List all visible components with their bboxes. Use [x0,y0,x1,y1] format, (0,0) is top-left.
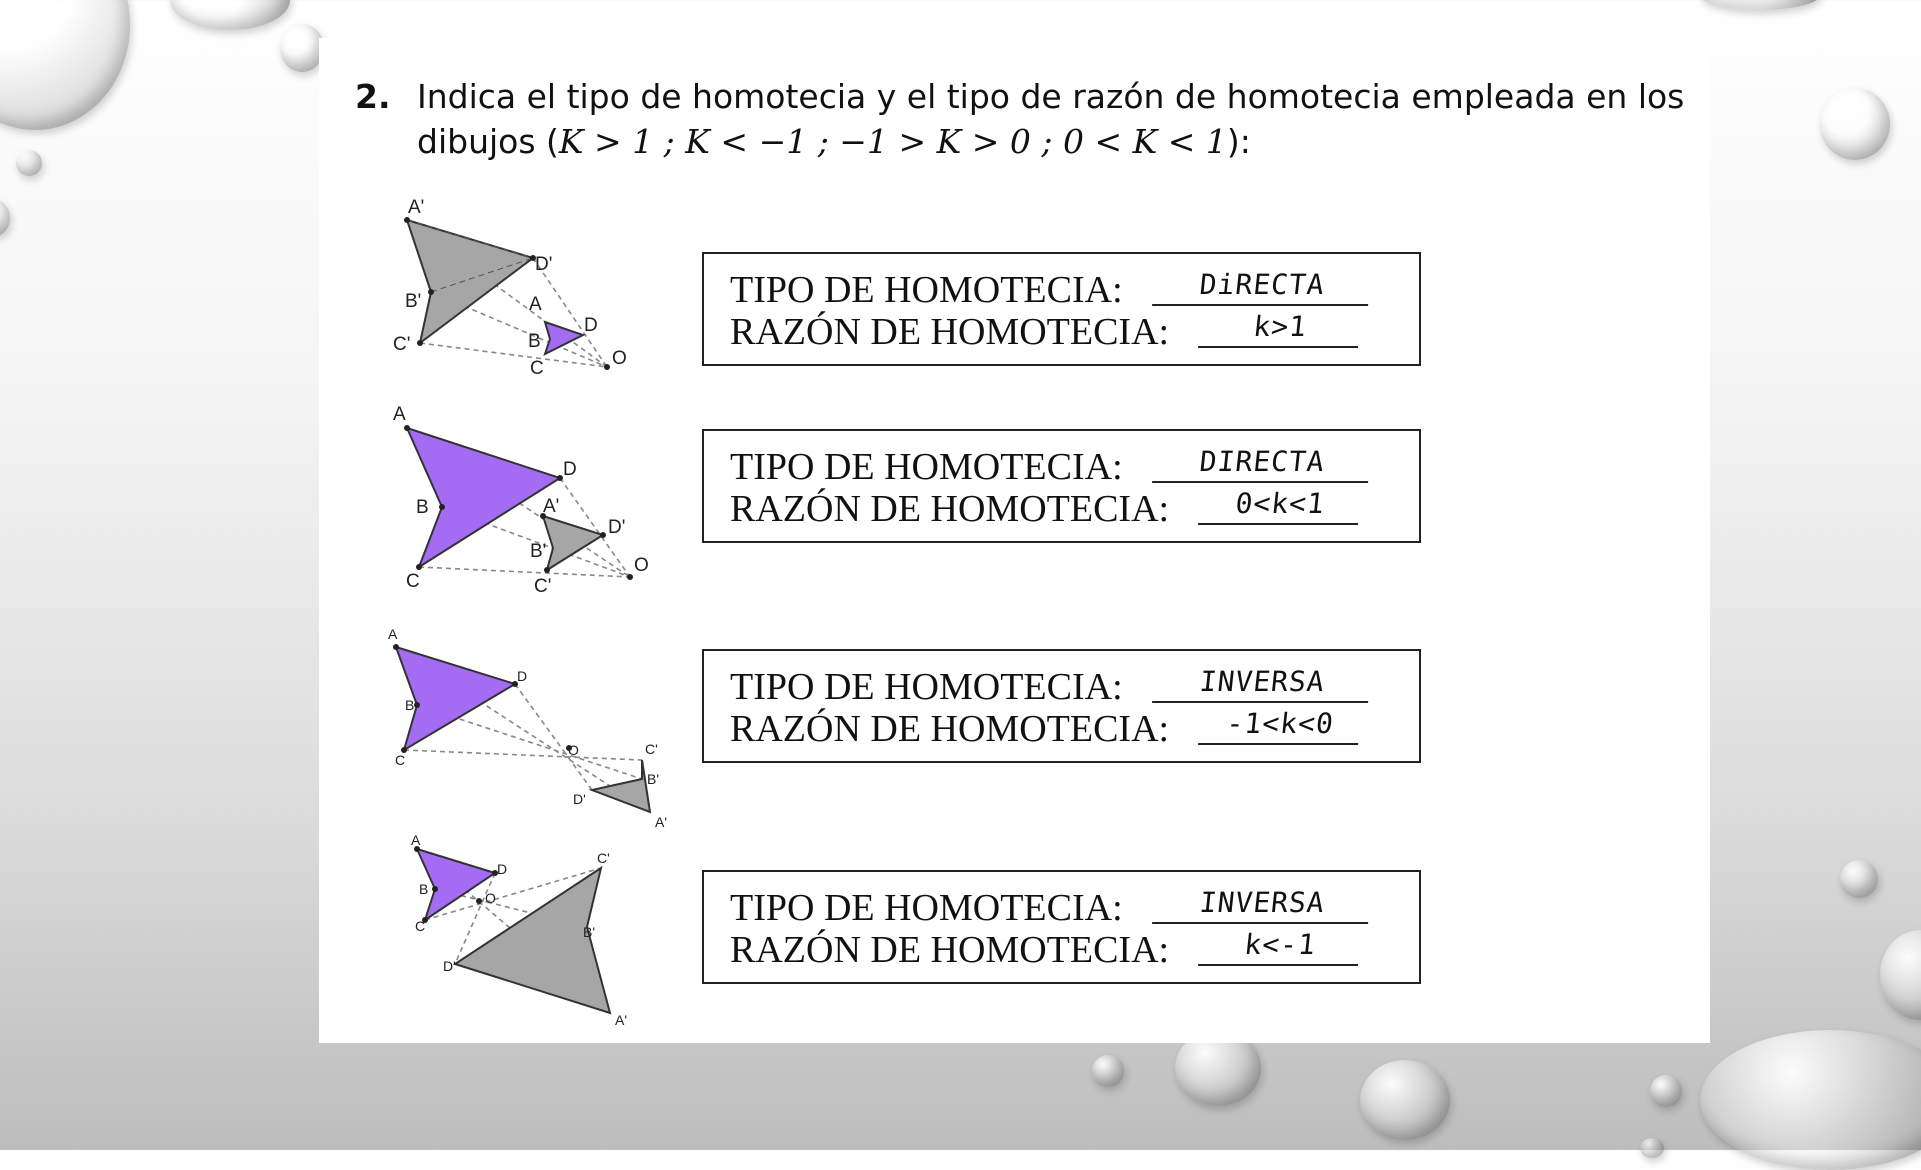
razon-answer[interactable]: 0<k<1 [1198,487,1362,525]
razon-label: RAZÓN DE HOMOTECIA: [730,708,1170,750]
water-drop [1840,860,1878,898]
tipo-label: TIPO DE HOMOTECIA: [730,666,1123,708]
point-label: B' [405,291,422,312]
point-label: A [529,294,542,315]
point-label: D' [573,791,586,807]
point-label: D' [443,958,456,974]
question-prefix: dibujos ( [417,122,559,161]
tipo-label: TIPO DE HOMOTECIA: [730,269,1123,311]
point-label: C [415,918,426,934]
point-label: C [395,752,406,768]
conditions: K > 1 ; K < −1 ; −1 > K > 0 ; 0 < K < 1 [558,122,1227,161]
point-label: O [568,742,579,758]
point-label: A' [615,1012,628,1028]
razon-answer[interactable]: k>1 [1198,310,1362,348]
water-drop [1700,0,1820,10]
point-label: B [416,497,429,518]
point-label: B' [647,771,660,787]
tipo-answer[interactable]: DiRECTA [1152,268,1372,306]
point-label: B [419,881,429,897]
point-label: D [517,668,528,684]
point-label: C' [645,741,658,757]
answer-box-3 [702,649,1421,763]
water-drop [16,150,42,176]
razon-answer[interactable]: -1<k<0 [1198,707,1362,745]
point-label: B' [583,924,596,940]
figure-1 [390,195,650,390]
tipo-answer[interactable]: INVERSA [1152,665,1372,703]
answer-box-4 [702,870,1421,984]
tipo-label: TIPO DE HOMOTECIA: [730,887,1123,929]
point-label: C' [393,334,411,355]
point-label: D [584,315,598,336]
figure-2 [390,400,650,605]
question-text [417,74,1697,164]
point-label: D [497,861,508,877]
point-label: C' [534,576,552,597]
water-drop [170,0,290,30]
point-label: B [405,697,415,713]
question-suffix: ): [1226,122,1251,161]
point-label: D [563,459,577,480]
water-drop [0,0,130,130]
point-label: D' [608,517,626,538]
question-line-2 [417,119,1697,164]
question-line-1: Indica el tipo de homotecia y el tipo de razón de homotecia empleada en los [417,77,1685,116]
water-drop [1700,1030,1921,1170]
point-label: O [634,555,649,576]
water-drop [0,200,10,236]
tipo-answer[interactable]: DIRECTA [1152,445,1372,483]
point-label: B [528,331,541,352]
water-drop [1640,1138,1664,1158]
water-drop [280,24,324,72]
point-label: A [393,404,406,425]
water-drop [1880,930,1921,1020]
point-label: A [411,832,421,848]
point-label: A' [408,197,425,218]
point-label: B' [530,541,547,562]
question-number: 2. [355,77,391,116]
point-label: C [406,571,420,592]
razon-label: RAZÓN DE HOMOTECIA: [730,929,1170,971]
answer-box-2 [702,429,1421,543]
point-label: D' [535,254,553,275]
tipo-label: TIPO DE HOMOTECIA: [730,446,1123,488]
tipo-answer[interactable]: INVERSA [1152,886,1372,924]
point-label: O [612,348,627,369]
razon-answer[interactable]: k<-1 [1198,928,1362,966]
answer-box-1 [702,252,1421,366]
point-label: C [530,358,544,379]
figure-4 [405,833,645,1038]
point-label: C' [597,850,610,866]
water-drop [1092,1055,1124,1087]
point-label: A' [655,814,668,830]
water-drop [1650,1075,1682,1107]
water-drop [1820,88,1890,160]
point-label: O [485,890,496,906]
point-label: A [388,626,398,642]
figure-3 [385,622,685,847]
water-drop [1360,1060,1450,1140]
razon-label: RAZÓN DE HOMOTECIA: [730,488,1170,530]
razon-label: RAZÓN DE HOMOTECIA: [730,311,1170,353]
point-label: A' [543,496,560,517]
